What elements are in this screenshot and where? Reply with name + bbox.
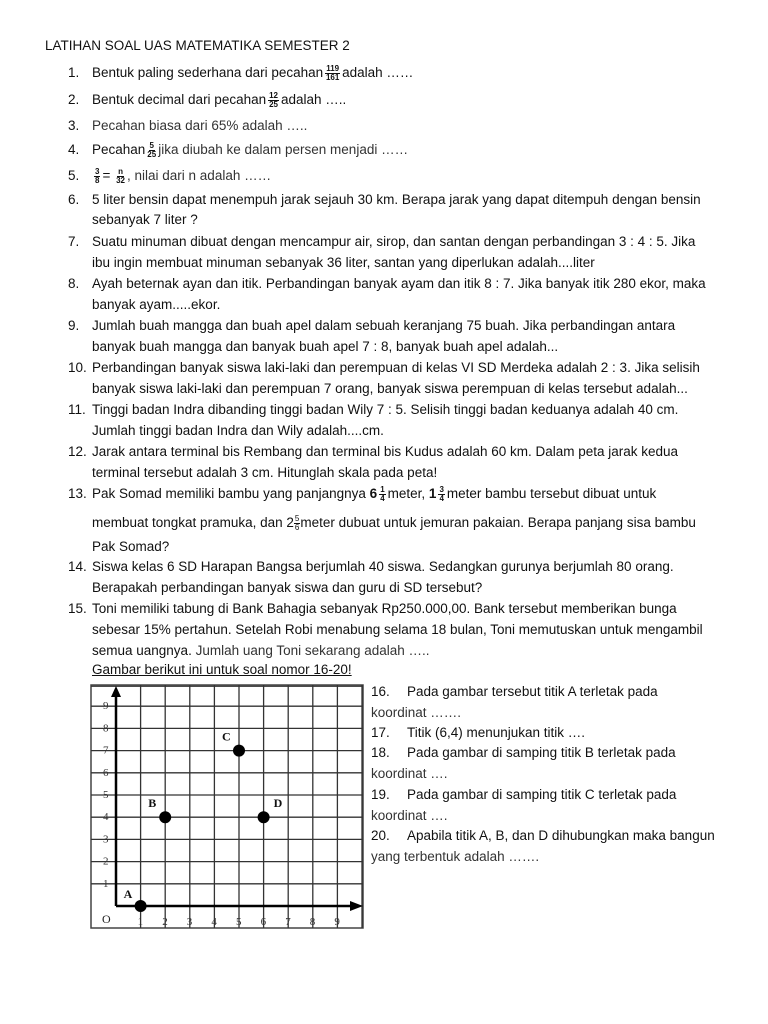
y-tick-label: 6 <box>103 766 109 779</box>
question-8-line: Ayah beternak ayan dan itik. Perbandingan banyak ayam dan itik 8 : 7. Jika banyak itik 280 ekor, maka <box>92 276 706 291</box>
item-number: 7. <box>68 234 80 249</box>
question-13-line-2 <box>92 515 696 532</box>
fraction <box>438 486 444 503</box>
question-7-line: Suatu minuman dibuat dengan mencampur air, sirop, dan santan dengan perbandingan 3 : 4 : 5. Jika <box>92 234 696 249</box>
question-7-line: ibu ingin membuat minuman sebanyak 36 liter, santan yang diperlukan adalah....liter <box>92 255 595 270</box>
question-text: membuat tongkat pramuka, dan <box>92 515 283 531</box>
question-9-line: Jumlah buah mangga dan buah apel dalam sebuah keranjang 75 buah. Jika perbandingan antara <box>92 318 676 333</box>
question-text: Jumlah uang Toni sekarang adalah ….. <box>195 643 430 658</box>
x-tick-label: 7 <box>285 916 291 928</box>
denominator: 25 <box>147 150 157 159</box>
numerator: 3 <box>95 167 100 176</box>
y-tick-label: 1 <box>103 877 109 890</box>
numerator: 5 <box>294 514 300 523</box>
y-tick-label: 9 <box>103 700 109 713</box>
point-C <box>233 745 245 757</box>
question-17: Titik (6,4) menunjukan titik …. <box>407 725 586 740</box>
question-text: meter dubuat untuk jemuran pakaian. Berapa panjang sisa bambu <box>300 515 696 531</box>
point-label: B <box>148 796 157 811</box>
denominator: 161 <box>325 73 340 82</box>
whole-number: 6 <box>369 486 378 502</box>
question-text: Pecahan <box>92 142 146 158</box>
x-tick-label: 8 <box>309 916 316 928</box>
denominator: 4 <box>439 494 444 503</box>
point-label: C <box>222 729 231 744</box>
question-10-line: Perbandingan banyak siswa laki-laki dan perempuan di kelas VI SD Merdeka adalah 2 : 3. Jika selisih <box>92 360 700 375</box>
question-10-line: banyak siswa laki-laki dan perempuan 7 orang, banyak siswa perempuan di kelas tersebut adalah... <box>92 381 688 396</box>
figure-caption: Gambar berikut ini untuk soal nomor 16-20! <box>92 662 352 677</box>
numerator: 1 <box>380 485 385 494</box>
y-tick-label: 2 <box>103 855 109 868</box>
question-text: Pak Somad memiliki bambu yang panjangnya <box>92 486 366 502</box>
question-6-line: sebanyak 7 liter ? <box>92 212 198 227</box>
question-14-line: Berapakah perbandingan banyak siswa dan guru di SD tersebut? <box>92 580 483 595</box>
item-number: 2. <box>68 92 80 107</box>
point-A <box>135 900 147 912</box>
question-16-cont: koordinat ……. <box>371 705 462 720</box>
question-5 <box>92 168 271 185</box>
numerator: 5 <box>149 141 154 150</box>
x-tick-label: 9 <box>334 916 340 928</box>
fraction <box>268 92 279 109</box>
item-number: 16. <box>371 684 390 699</box>
point-B <box>159 811 171 823</box>
question-text: Bentuk decimal dari pecahan <box>92 92 267 108</box>
item-number: 14. <box>68 559 87 574</box>
question-4 <box>92 142 408 159</box>
question-text: Bentuk paling sederhana dari pecahan <box>92 65 324 81</box>
item-number: 11. <box>68 402 86 417</box>
denominator: 8 <box>95 176 100 185</box>
fraction <box>325 65 340 82</box>
question-9-line: banyak buah mangga dan banyak buah apel 7 : 8, banyak buah apel adalah... <box>92 339 559 354</box>
numerator: 119 <box>326 64 340 73</box>
item-number: 19. <box>371 787 390 802</box>
item-number: 8. <box>68 276 80 291</box>
question-12-line: terminal tersebut adalah 3 cm. Hitunglah skala pada peta! <box>92 465 438 480</box>
y-tick-label: 3 <box>103 833 109 846</box>
question-11-line: Tinggi badan Indra dibanding tinggi badan Wily 7 : 5. Selisih tinggi badan keduanya adalah 40 cm. <box>92 402 679 417</box>
item-number: 6. <box>68 192 80 207</box>
x-tick-label: 6 <box>260 916 267 928</box>
spacer: semua uangnya. <box>92 643 192 658</box>
question-14-line: Siswa kelas 6 SD Harapan Bangsa berjumlah 40 siswa. Sedangkan gurunya berjumlah 80 orang. <box>92 559 674 574</box>
fraction <box>116 168 125 185</box>
question-13-line-1 <box>92 486 656 503</box>
question-3: Pecahan biasa dari 65% adalah ….. <box>92 118 308 133</box>
y-tick-label: 7 <box>103 744 109 757</box>
y-tick-label: 5 <box>103 789 109 801</box>
item-number: 15. <box>68 601 87 616</box>
coordinate-grid <box>88 683 368 933</box>
x-tick-label: 1 <box>137 916 144 928</box>
numerator: 3 <box>439 485 444 494</box>
question-text: jika diubah ke dalam persen menjadi …… <box>158 142 409 158</box>
question-text: meter bambu tersebut dibuat untuk <box>446 486 657 502</box>
item-number: 5. <box>68 168 80 183</box>
question-16: Pada gambar tersebut titik A terletak pada <box>407 684 658 699</box>
y-axis-arrow <box>111 686 121 697</box>
question-20: Apabila titik A, B, dan D dihubungkan maka bangun <box>407 828 715 843</box>
numerator: n <box>118 167 123 176</box>
question-12-line: Jarak antara terminal bis Rembang dan terminal bis Kudus adalah 60 km. Dalam peta jarak kedua <box>92 444 679 459</box>
fraction <box>94 168 100 185</box>
origin-label: O <box>102 912 111 926</box>
whole-number: 2 <box>286 515 294 531</box>
question-text: , nilai dari n adalah …… <box>127 168 272 184</box>
question-18-cont: koordinat …. <box>371 766 448 781</box>
y-tick-label: 8 <box>103 722 109 735</box>
numerator: 12 <box>269 91 279 100</box>
item-number: 4. <box>68 142 80 157</box>
question-text: meter, <box>387 486 426 502</box>
denominator: 4 <box>380 494 385 503</box>
question-text: adalah ….. <box>281 92 347 108</box>
x-tick-label: 3 <box>186 916 193 928</box>
x-tick-label: 5 <box>236 916 242 928</box>
question-6-line: 5 liter bensin dapat menempuh jarak sejauh 30 km. Berapa jarak yang dapat ditempuh dengan bensin <box>92 192 701 207</box>
question-19: Pada gambar di samping titik C terletak pada <box>407 787 677 802</box>
x-tick-label: 4 <box>211 916 217 928</box>
point-D <box>258 811 270 823</box>
item-number: 3. <box>68 118 80 133</box>
denominator: 25 <box>269 100 279 109</box>
item-number: 1. <box>68 65 80 80</box>
question-19-cont: koordinat …. <box>371 808 448 823</box>
fraction <box>379 486 385 503</box>
point-label: D <box>273 796 283 811</box>
question-15-line: Toni memiliki tabung di Bank Bahagia sebanyak Rp250.000,00. Bank tersebut memberikan bunga <box>92 601 677 616</box>
question-13-line-3: Pak Somad? <box>92 539 170 554</box>
question-8-line: banyak ayam.....ekor. <box>92 297 221 312</box>
question-20-cont: yang terbentuk adalah ……. <box>371 849 540 864</box>
item-number: 10. <box>68 360 87 375</box>
equals-sign: = <box>102 168 111 184</box>
denominator: 32 <box>116 176 126 185</box>
item-number: 17. <box>371 725 390 740</box>
x-tick-label: 2 <box>162 916 168 928</box>
question-15-line: sebesar 15% pertahun. Setelah Robi menabung selama 18 bulan, Toni memutuskan untuk mengambil <box>92 622 703 637</box>
item-number: 12. <box>68 444 87 459</box>
y-tick-label: 4 <box>103 811 109 824</box>
item-number: 13. <box>68 486 87 501</box>
question-18: Pada gambar di samping titik B terletak pada <box>407 745 676 760</box>
x-axis-arrow <box>350 901 363 911</box>
denominator: 6 <box>294 523 300 532</box>
item-number: 20. <box>371 828 390 843</box>
whole-number: 1 <box>428 486 437 502</box>
point-label: A <box>123 887 133 901</box>
item-number: 18. <box>371 745 390 760</box>
question-text: adalah …… <box>342 65 414 81</box>
item-number: 9. <box>68 318 80 333</box>
question-1 <box>92 65 413 82</box>
fraction <box>147 142 156 159</box>
question-15-tail-wrap <box>92 643 430 659</box>
question-11-line: Jumlah tinggi badan Indra dan Wily adalah....cm. <box>92 423 384 438</box>
question-2 <box>92 92 346 109</box>
document-title: LATIHAN SOAL UAS MATEMATIKA SEMESTER 2 <box>45 38 350 53</box>
